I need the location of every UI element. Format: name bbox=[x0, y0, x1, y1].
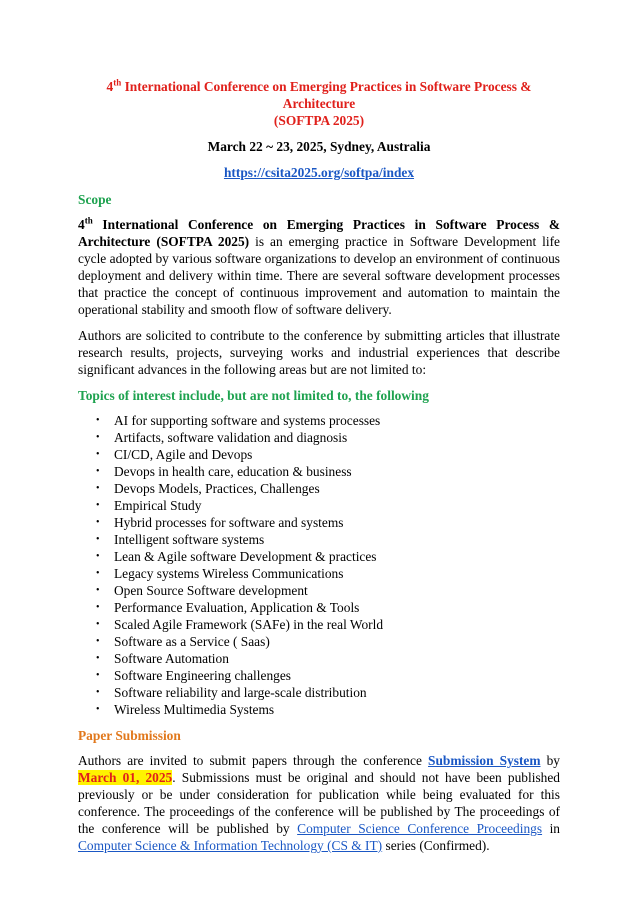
csit-series-link[interactable]: Computer Science & Information Technology (CS & IT) bbox=[78, 838, 383, 853]
topic-item bbox=[96, 684, 560, 701]
topic-label: Legacy systems Wireless Communications bbox=[114, 566, 344, 581]
submission-paragraph bbox=[78, 752, 560, 854]
bullet-icon: • bbox=[96, 636, 100, 647]
scope-paragraph-2: Authors are solicited to contribute to the conference by submitting articles that illustrate research results, projects, surveying works and industrial experiences that describe significant advances in the following areas but are not limited to: bbox=[78, 328, 560, 377]
conference-url-link[interactable]: https://csita2025.org/softpa/index bbox=[223, 165, 415, 180]
topic-item bbox=[96, 497, 560, 514]
topic-item bbox=[96, 531, 560, 548]
topic-label: Devops in health care, education & business bbox=[114, 464, 352, 479]
topic-item bbox=[96, 548, 560, 565]
submission-text-3: . Submissions must be original and should not have been published previously or be under consideration for publication while being evaluated for this conference. The proceedings of the conference will be published by The proceedings of the conference will be published by bbox=[78, 770, 560, 836]
topic-item bbox=[96, 599, 560, 616]
topic-label: Wireless Multimedia Systems bbox=[114, 702, 275, 717]
topic-label: Hybrid processes for software and systems bbox=[114, 515, 344, 530]
bullet-icon: • bbox=[96, 432, 100, 443]
bullet-icon: • bbox=[96, 602, 100, 613]
topic-label: Software reliability and large-scale distribution bbox=[114, 685, 367, 700]
topic-label: Open Source Software development bbox=[114, 583, 308, 598]
topics-list bbox=[78, 412, 560, 718]
submission-system-link[interactable]: Submission System bbox=[428, 753, 541, 768]
topic-label: CI/CD, Agile and Devops bbox=[114, 447, 253, 462]
bullet-icon: • bbox=[96, 500, 100, 511]
submission-text-5: series (Confirmed). bbox=[382, 838, 490, 853]
topic-label: Devops Models, Practices, Challenges bbox=[114, 481, 320, 496]
topic-item bbox=[96, 667, 560, 684]
scope-paragraph-1 bbox=[78, 216, 560, 318]
scope-heading: Scope bbox=[78, 192, 112, 207]
title-ordinal: 4 bbox=[106, 79, 114, 94]
topic-label: Empirical Study bbox=[114, 498, 202, 513]
bullet-icon: • bbox=[96, 653, 100, 664]
topic-item bbox=[96, 565, 560, 582]
topic-item bbox=[96, 412, 560, 429]
title-ordinal-suffix: th bbox=[113, 77, 122, 88]
bullet-icon: • bbox=[96, 534, 100, 545]
paper-submission-heading: Paper Submission bbox=[78, 728, 181, 743]
conference-date: March 22 ~ 23, 2025, Sydney, Australia bbox=[207, 139, 431, 154]
topic-item bbox=[96, 463, 560, 480]
submission-text-1: Authors are invited to submit papers through the conference bbox=[78, 753, 429, 768]
title-line1: International Conference on Emerging Practices in Software Process & Architecture bbox=[121, 79, 532, 111]
topic-item bbox=[96, 446, 560, 463]
scope-conference-title: International Conference on Emerging Practices in Software Process & Architecture (SOFTPA 2025) bbox=[78, 217, 560, 249]
bullet-icon: • bbox=[96, 704, 100, 715]
scope-ordinal-suffix: th bbox=[84, 215, 93, 226]
topic-item bbox=[96, 701, 560, 718]
topic-label: Intelligent software systems bbox=[114, 532, 265, 547]
topic-item bbox=[96, 480, 560, 497]
topic-item bbox=[96, 429, 560, 446]
topic-label: Software as a Service ( Saas) bbox=[114, 634, 270, 649]
topic-label: Artifacts, software validation and diagnosis bbox=[114, 430, 348, 445]
submission-deadline: March 01, 2025 bbox=[78, 770, 173, 785]
scope-description: is an emerging practice in Software Development life cycle adopted by various software organizations to develop an environment of continuous deployment and delivery within time. There are several software development processes that practice the concept of continuous improvement and automation to maintain the operational stability and smooth flow of software delivery. bbox=[78, 234, 560, 317]
bullet-icon: • bbox=[96, 517, 100, 528]
bullet-icon: • bbox=[96, 415, 100, 426]
topic-item bbox=[96, 616, 560, 633]
topic-item bbox=[96, 514, 560, 531]
submission-text-4: in bbox=[542, 821, 560, 836]
topic-label: AI for supporting software and systems processes bbox=[114, 413, 381, 428]
bullet-icon: • bbox=[96, 687, 100, 698]
bullet-icon: • bbox=[96, 670, 100, 681]
conference-url-line bbox=[78, 164, 560, 181]
bullet-icon: • bbox=[96, 568, 100, 579]
submission-text-2: by bbox=[540, 753, 560, 768]
conference-proceedings-link[interactable]: Computer Science Conference Proceedings bbox=[297, 821, 543, 836]
topic-label: Software Engineering challenges bbox=[114, 668, 291, 683]
bullet-icon: • bbox=[96, 483, 100, 494]
bullet-icon: • bbox=[96, 466, 100, 477]
bullet-icon: • bbox=[96, 551, 100, 562]
bullet-icon: • bbox=[96, 449, 100, 460]
topic-item bbox=[96, 633, 560, 650]
scope-ordinal: 4 bbox=[78, 217, 85, 232]
title-line2: (SOFTPA 2025) bbox=[273, 113, 365, 128]
topic-label: Scaled Agile Framework (SAFe) in the real World bbox=[114, 617, 384, 632]
conference-title bbox=[78, 78, 560, 129]
topic-label: Performance Evaluation, Application & Tools bbox=[114, 600, 360, 615]
bullet-icon: • bbox=[96, 585, 100, 596]
topic-label: Software Automation bbox=[114, 651, 229, 666]
topics-heading: Topics of interest include, but are not limited to, the following bbox=[78, 388, 429, 403]
bullet-icon: • bbox=[96, 619, 100, 630]
topic-label: Lean & Agile software Development & practices bbox=[114, 549, 377, 564]
topic-item bbox=[96, 650, 560, 667]
topic-item bbox=[96, 582, 560, 599]
